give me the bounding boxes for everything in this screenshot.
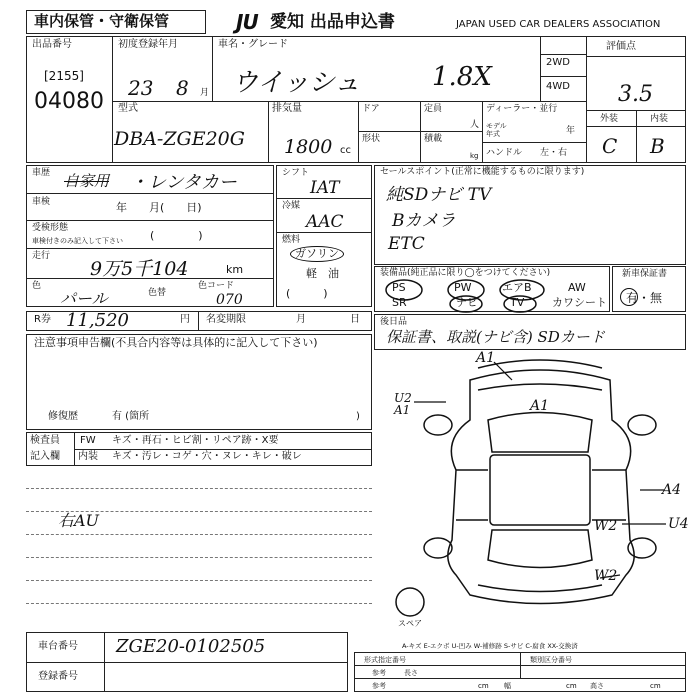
fuel-label: 燃料	[282, 235, 301, 245]
registration-month: 8	[176, 76, 189, 100]
height-label: 高さ	[590, 682, 604, 690]
length-cm: cm	[478, 682, 489, 690]
shape-label: 形状	[362, 134, 381, 144]
height-cm: cm	[650, 682, 661, 690]
equip-aw: AW	[568, 281, 586, 294]
damage-a1-roof: A1	[530, 398, 550, 414]
inspector-label-2: 記入欄	[30, 451, 60, 462]
inspector-row2-tag: 内装	[78, 451, 98, 462]
attachments-value: 保証書、取説(ナビ含) SDカード	[386, 328, 605, 346]
car-name-label: 車名・グレード	[218, 39, 288, 50]
spare-label: スペア	[398, 619, 422, 628]
car-model-name: ウイッシュ	[232, 68, 361, 98]
inspector-row2: キズ・汚レ・コゲ・穴・ヌレ・キレ・破レ	[112, 451, 302, 462]
fuel-gas-circled: ガソリン	[290, 246, 344, 262]
receiving-paren: ( )	[150, 229, 203, 242]
sales-point-2: Bカメラ	[392, 211, 456, 231]
width-cm: cm	[566, 682, 577, 690]
name-change-month: 月	[296, 314, 306, 325]
color-code: 070	[216, 292, 243, 308]
handle-label: ハンドル	[486, 148, 523, 158]
equip-leather: カワシート	[552, 296, 607, 309]
notes-label: 注意事項申告欄(不具合内容等は具体的に記入して下さい)	[34, 336, 318, 349]
frame-value: ZGE20-0102505	[116, 636, 266, 657]
mileage-value: 9万5千104	[90, 258, 189, 280]
receiving-note: 車検付きのみ記入して下さい	[32, 237, 123, 245]
shift-value: IAT	[310, 178, 340, 198]
cooler-value: AAC	[306, 212, 344, 232]
car-grade: 1.8X	[432, 62, 492, 92]
registration-number-label: 登録番号	[38, 671, 78, 682]
recycle-unit: 円	[180, 314, 190, 325]
handle-value: 左・右	[540, 148, 568, 158]
width-label: 幅	[504, 682, 511, 690]
ref-label-2: 参考	[372, 682, 386, 690]
mileage-label: 走行	[32, 251, 51, 261]
frame-label: 車台番号	[38, 641, 78, 652]
damage-legend: A-キズ E-エクボ U-凹み W-補修跡 S-サビ C-腐食 XX-交換済	[402, 642, 578, 650]
inspector-row1-tag: FW	[80, 435, 96, 446]
equip-airbag: エアB	[502, 281, 532, 294]
warranty-label: 新車保証書	[622, 269, 668, 279]
lot-number: 04080	[34, 89, 104, 114]
person-unit: 人	[470, 120, 480, 130]
equip-navi: ナビ	[456, 296, 478, 309]
inspection-label: 車検	[32, 197, 51, 207]
warranty-value: 有・無	[626, 291, 663, 305]
drive-4wd: 4WD	[546, 81, 570, 92]
inspector-label-1: 検査員	[30, 435, 60, 446]
rating-label: 評価点	[606, 41, 636, 52]
fuel-paren: ( )	[286, 287, 328, 300]
length-label: 長さ	[404, 669, 418, 677]
capacity-label: 定員	[424, 104, 443, 114]
org-title: 愛知 出品申込書	[270, 12, 395, 32]
lot-small-number: [2155]	[44, 69, 84, 83]
lot-label: 出品番号	[32, 39, 72, 50]
inspector-row1: キズ・再石・ヒビ割・リペア跡・X要	[112, 435, 279, 446]
equipment-label: 装備品(純正品に限り◯をつけてください)	[380, 268, 551, 278]
history-label: 車歴	[32, 168, 51, 178]
dealer-label: ディーラー・並行	[486, 104, 558, 114]
sales-points-label: セールスポイント(正常に機能するものに限ります)	[380, 167, 585, 177]
displacement-value: 1800	[284, 136, 333, 158]
load-label: 積載	[424, 134, 443, 144]
color-value: パール	[60, 289, 108, 308]
rating-int-value: B	[650, 134, 665, 158]
door-label: ドア	[362, 104, 380, 114]
equip-ps: PS	[392, 281, 406, 294]
name-change-day: 日	[350, 314, 360, 325]
spec-box-2: 類別区分番号	[530, 656, 572, 664]
sales-point-3: ETC	[388, 234, 425, 254]
color-change-label: 色替	[148, 288, 167, 298]
equip-pw: PW	[454, 281, 472, 294]
history-value: ・レンタカー	[130, 172, 237, 193]
ju-logo: JU	[236, 10, 258, 34]
cc-unit: cc	[340, 145, 351, 156]
storage-title: 車内保管・守衛保管	[34, 12, 170, 30]
model-code-label: 型式	[118, 103, 138, 114]
repair-label: 修復歴	[48, 411, 78, 422]
damage-a4: A4	[662, 482, 682, 498]
drive-2wd: 2WD	[546, 57, 570, 68]
model-code: DBA-ZGE20G	[114, 128, 245, 150]
damage-w2-right: W2	[594, 518, 618, 534]
damage-a1-top: A1	[476, 350, 496, 366]
repair-value: 有 (箇所	[112, 411, 150, 422]
sales-point-1: 純SDナビ TV	[386, 185, 492, 205]
recycle-value: 11,520	[66, 310, 129, 331]
assoc-name: JAPAN USED CAR DEALERS ASSOCIATION	[456, 19, 661, 30]
year-label: 年式	[486, 130, 500, 138]
color-label: 色	[32, 281, 42, 291]
registration-label: 初度登録年月	[118, 39, 178, 50]
rating-int-label: 内装	[650, 114, 669, 124]
attachments-label: 後日品	[380, 317, 408, 327]
mileage-unit: km	[226, 263, 244, 276]
rating-ext-label: 外装	[600, 114, 619, 124]
equip-sr: SR	[392, 296, 407, 309]
ref-label-1: 参考	[372, 669, 386, 677]
displacement-label: 排気量	[272, 103, 302, 114]
damage-w2-bottom: W2	[594, 568, 618, 584]
registration-year: 23	[128, 76, 154, 100]
model-year-label: モデル	[486, 122, 507, 130]
rating-score: 3.5	[618, 82, 653, 107]
rating-ext-value: C	[602, 134, 618, 158]
receiving-label: 受検形態	[32, 223, 69, 233]
handwritten-note: 右AU	[58, 511, 100, 530]
damage-u4: U4	[668, 516, 689, 532]
recycle-label: R券	[34, 314, 51, 325]
history-struck: 自家用	[64, 172, 110, 190]
repair-close: )	[356, 411, 360, 422]
kg-unit: kg	[470, 152, 479, 160]
equip-tv: TV	[510, 296, 525, 309]
damage-u2-a1: U2 A1	[394, 391, 412, 417]
spec-box-1: 形式指定番号	[364, 656, 406, 664]
inspection-date: 年 月( 日)	[116, 201, 202, 214]
name-change-label: 名変期限	[206, 314, 246, 325]
year-unit: 年	[566, 126, 576, 136]
cooler-label: 冷媒	[282, 201, 301, 211]
color-code-label: 色コード	[198, 281, 235, 291]
shift-label: シフト	[282, 168, 310, 178]
registration-month-unit: 月	[200, 88, 210, 98]
fuel-diesel: 軽 油	[306, 267, 339, 280]
